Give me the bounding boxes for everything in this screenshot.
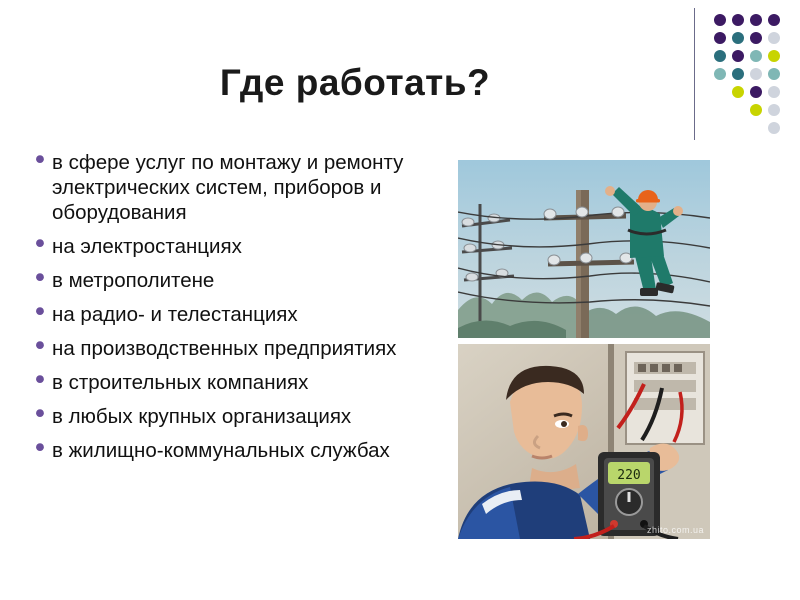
bullet-icon: • [32, 297, 48, 328]
list-item [26, 145, 441, 225]
deco-dot [750, 14, 762, 26]
technician-with-multimeter-photo [458, 344, 710, 539]
list-item-label: в жилищно-коммунальных службах [52, 439, 390, 462]
list-item-label: в строительных компаниях [52, 371, 309, 394]
deco-dot [732, 32, 744, 44]
bullet-icon: • [32, 229, 48, 260]
list-item-label: в метрополитене [52, 269, 215, 292]
bullet-icon: • [32, 365, 48, 396]
page-title: Где работать? [219, 62, 491, 103]
deco-dot [714, 50, 726, 62]
list-item-label: на радио- и телестанциях [52, 303, 298, 326]
list-item-label: на электростанциях [52, 235, 242, 258]
list-item-label: в любых крупных организациях [52, 405, 352, 428]
deco-dot [768, 32, 780, 44]
list-item-label: на производственных предприятиях [52, 337, 397, 360]
deco-dot [768, 122, 780, 134]
list-item [26, 399, 441, 430]
deco-dot [768, 68, 780, 80]
deco-dot [714, 14, 726, 26]
list-item [26, 229, 441, 260]
bullet-list [26, 145, 441, 472]
photo-illustration [458, 344, 710, 539]
deco-dot [768, 50, 780, 62]
deco-dot [750, 32, 762, 44]
vertical-rule [694, 8, 695, 140]
photo-illustration [458, 160, 710, 338]
deco-dot [750, 104, 762, 116]
svg-text:220: 220 [617, 468, 641, 483]
deco-dot [732, 14, 744, 26]
deco-dot [768, 104, 780, 116]
deco-dot [768, 14, 780, 26]
deco-dot [732, 50, 744, 62]
deco-dot [750, 50, 762, 62]
list-item [26, 433, 441, 464]
bullet-icon: • [32, 145, 48, 176]
list-item [26, 331, 441, 362]
bullet-icon: • [32, 433, 48, 464]
lineman-on-power-pole-photo [458, 160, 710, 338]
deco-dot [714, 32, 726, 44]
list-item [26, 365, 441, 396]
deco-dot [750, 86, 762, 98]
bullet-icon: • [32, 263, 48, 294]
bullet-icon: • [32, 399, 48, 430]
list-item-label: в сфере услуг по монтажу и ремонту электрических систем, приборов и оборудования [52, 151, 404, 224]
photo-watermark: zhito.com.ua [646, 525, 704, 535]
list-item [26, 297, 441, 328]
dot-grid-decoration [700, 10, 792, 130]
deco-dot [732, 68, 744, 80]
deco-dot [732, 86, 744, 98]
deco-dot [768, 86, 780, 98]
deco-dot [714, 68, 726, 80]
bullet-icon: • [32, 331, 48, 362]
list-item [26, 263, 441, 294]
deco-dot [750, 68, 762, 80]
